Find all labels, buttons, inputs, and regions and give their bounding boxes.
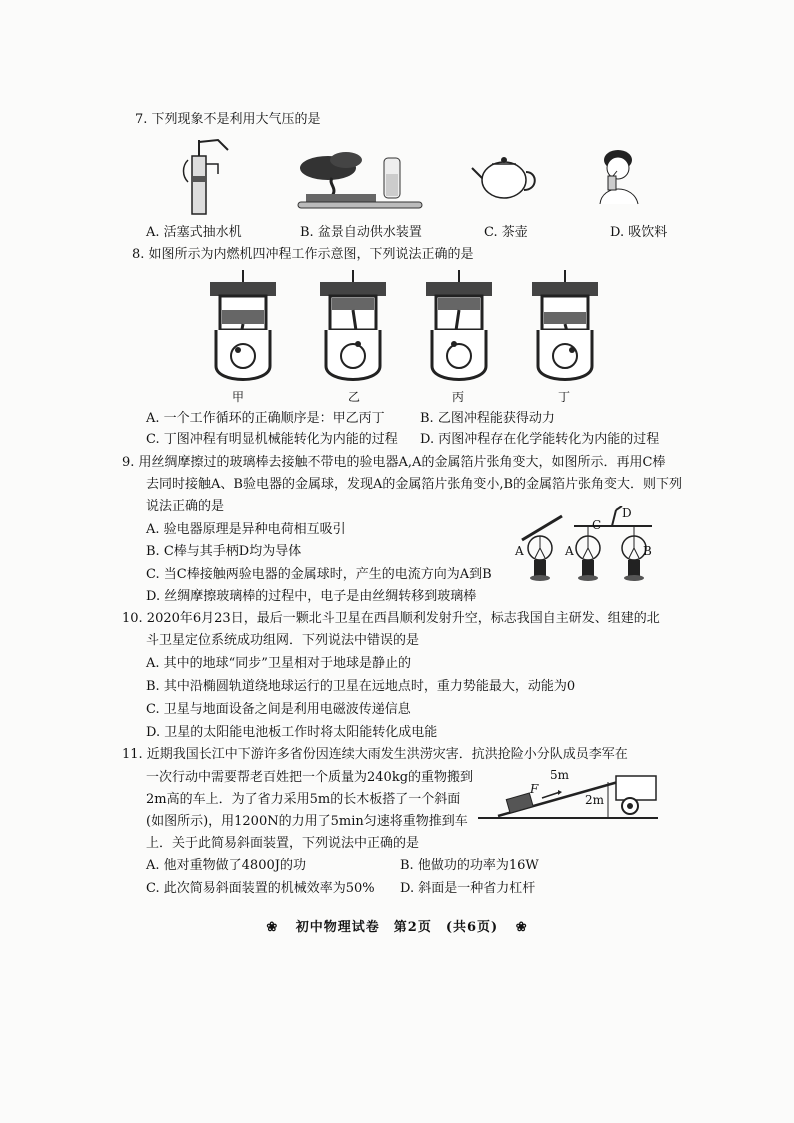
q11-stem-line-1: 11. 近期我国长江中下游许多省份因连续大雨发生洪涝灾害．抗洪抢险小分队成员李军在 <box>122 747 628 762</box>
q7-option-a: A. 活塞式抽水机 <box>146 225 242 240</box>
q7-option-c: C. 茶壶 <box>484 225 528 240</box>
q7-option-d: D. 吸饮料 <box>610 225 668 240</box>
q8-option-c: C. 丁图冲程有明显机械能转化为内能的过程 <box>146 432 398 447</box>
engine-label-jia: 甲 <box>232 390 245 404</box>
q11-stem-line-5: 上．关于此简易斜面装置，下列说法中正确的是 <box>146 836 420 851</box>
engine-label-ding: 丁 <box>558 390 571 404</box>
q7-option-b: B. 盆景自动供水装置 <box>300 225 422 240</box>
flower-icon: ❀ <box>515 920 528 935</box>
q9-stem-line-3: 说法正确的是 <box>146 499 225 514</box>
engine-label-yi: 乙 <box>348 390 361 404</box>
q9-option-d: D. 丝绸摩擦玻璃棒的过程中，电子是由丝绸转移到玻璃棒 <box>146 589 477 604</box>
engine-label-bing: 丙 <box>452 390 465 404</box>
q8-option-d: D. 丙图冲程存在化学能转化为内能的过程 <box>420 432 660 447</box>
engine-ding-image <box>530 270 600 386</box>
q9-stem-line-1: 9. 用丝绸摩擦过的玻璃棒去接触不带电的验电器A,A的金属箔片张角变大，如图所示．再用C棒 <box>122 455 666 470</box>
q8-option-a: A. 一个工作循环的正确顺序是：甲乙丙丁 <box>146 411 385 426</box>
q11-option-b: B. 他做功的功率为16W <box>400 858 539 873</box>
q10-option-a: A. 其中的地球“同步”卫星相对于地球是静止的 <box>146 656 411 671</box>
engine-yi-image <box>318 270 388 386</box>
q10-option-d: D. 卫星的太阳能电池板工作时将太阳能转化成电能 <box>146 725 438 740</box>
q9-option-a: A. 验电器原理是异种电荷相互吸引 <box>146 522 346 537</box>
flower-icon: ❀ <box>266 920 279 935</box>
q10-option-b: B. 其中沿椭圆轨道绕地球运行的卫星在远地点时，重力势能最大，动能为0 <box>146 679 576 694</box>
q8-option-b: B. 乙图冲程能获得动力 <box>420 411 555 426</box>
electroscope-label-a1: A <box>515 544 524 558</box>
electroscope-label-a2: A <box>565 544 574 558</box>
bonsai-water-supply-image <box>296 150 426 212</box>
incline-label-force: F <box>530 782 539 796</box>
q9-option-c: C. 当C棒接触两验电器的金属球时，产生的电流方向为A到B <box>146 567 492 582</box>
q11-option-c: C. 此次简易斜面装置的机械效率为50% <box>146 881 375 896</box>
incline-label-height: 2m <box>585 793 605 807</box>
footer-text: 初中物理试卷 第2页 (共6页) <box>295 920 499 935</box>
q7-stem: 7. 下列现象不是利用大气压的是 <box>135 112 321 127</box>
incline-label-length: 5m <box>550 768 570 782</box>
electroscope-label-d: D <box>622 506 632 520</box>
teapot-image <box>470 150 540 206</box>
q10-stem-line-2: 斗卫星定位系统成功组网．下列说法中错误的是 <box>146 633 420 648</box>
electroscope-label-c: C <box>592 518 602 532</box>
q11-stem-line-4: (如图所示)，用1200N的力用了5min匀速将重物推到车 <box>146 814 468 829</box>
q11-option-a: A. 他对重物做了4800J的功 <box>146 858 306 873</box>
q11-stem-line-3: 2m高的车上．为了省力采用5m的长木板搭了一个斜面 <box>146 792 461 807</box>
q11-stem-line-2: 一次行动中需要帮老百姓把一个质量为240kg的重物搬到 <box>146 770 474 785</box>
q9-stem-line-2: 去同时接触A、B验电器的金属球，发现A的金属箔片张角变小,B的金属箔片张角变大．则下列 <box>146 477 683 492</box>
q11-option-d: D. 斜面是一种省力杠杆 <box>400 881 536 896</box>
q9-option-b: B. C棒与其手柄D均为导体 <box>146 544 302 559</box>
q10-stem-line-1: 10. 2020年6月23日，最后一颗北斗卫星在西昌顺利发射升空，标志我国自主研发、组建的北 <box>122 611 660 626</box>
q8-stem: 8. 如图所示为内燃机四冲程工作示意图，下列说法正确的是 <box>132 247 474 262</box>
piston-pump-image <box>178 136 240 216</box>
electroscope-label-b: B <box>643 544 652 558</box>
boy-drinking-image <box>594 146 644 206</box>
engine-bing-image <box>424 270 494 386</box>
page-footer <box>0 916 794 935</box>
q10-option-c: C. 卫星与地面设备之间是利用电磁波传递信息 <box>146 702 411 717</box>
electroscope-diagram <box>512 506 662 586</box>
engine-jia-image <box>208 270 278 386</box>
